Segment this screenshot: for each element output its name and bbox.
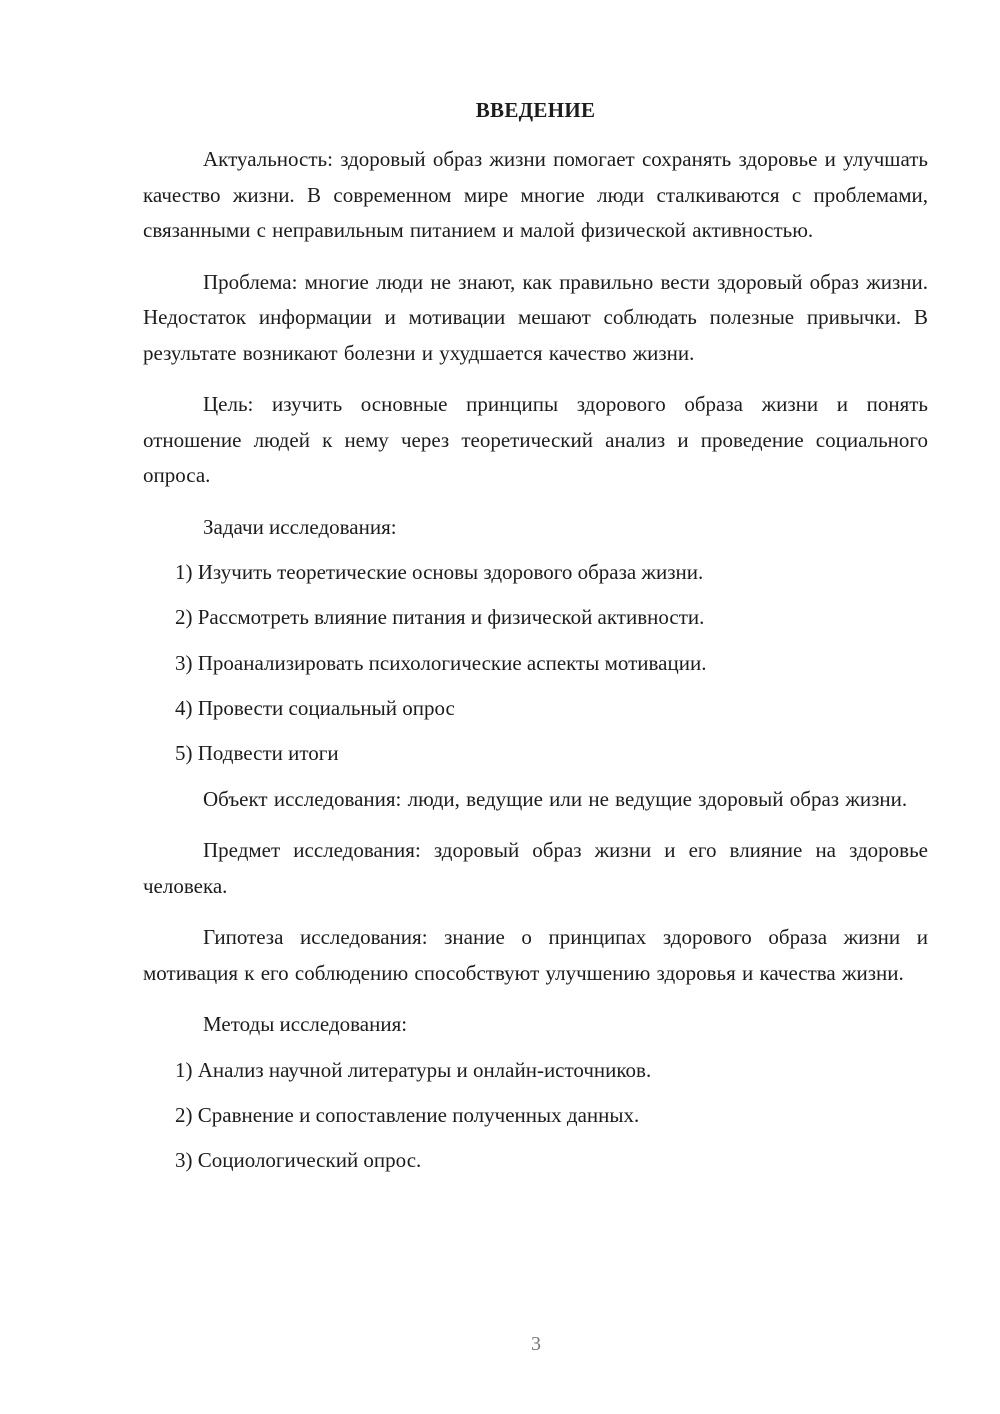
methods-heading: Методы исследования: [203,1012,408,1037]
object-paragraph: Объект исследования: люди, ведущие или не ведущие здоровый образ жизни. [203,786,908,811]
document-page [143,96,928,1189]
tasks-heading: Задачи исследования: [203,514,397,539]
hypothesis-paragraph: Гипотеза исследования: знание о принципах здорового образа жизни и мотивация к его соблюдению способствуют улучшению здоровья и качества жизни. [143,925,928,985]
problem-paragraph: Проблема: многие люди не знают, как правильно вести здоровый образ жизни. Недостаток информации и мотивации мешают соблюдать полезные привычки. В результате возникают болезни и ухудшается качество жизни. [143,269,928,365]
list-item: 5) Подвести итоги [175,741,339,766]
list-item: 2) Рассмотреть влияние питания и физической активности. [175,605,705,630]
tasks-list [143,555,928,772]
document-title: ВВЕДЕНИЕ [475,98,596,122]
list-item: 2) Сравнение и сопоставление полученных данных. [175,1102,640,1127]
page-number: 3 [531,1333,541,1355]
list-item: 1) Изучить теоретические основы здорового образа жизни. [175,560,704,584]
list-item: 3) Проанализировать психологические аспекты мотивации. [175,650,707,675]
list-item: 4) Провести социальный опрос [175,695,455,720]
methods-list [143,1053,928,1179]
list-item: 1) Анализ научной литературы и онлайн-источников. [175,1057,652,1082]
subject-paragraph: Предмет исследования: здоровый образ жизни и его влияние на здоровье человека. [143,838,928,898]
relevance-paragraph: Актуальность: здоровый образ жизни помогает сохранять здоровье и улучшать качество жизни. В современном мире многие люди сталкиваются с проблемами, связанными с неправильным питанием и малой физической активностью. [143,147,928,242]
list-item: 3) Социологический опрос. [175,1148,422,1173]
goal-paragraph: Цель: изучить основные принципы здорового образа жизни и понять отношение людей к нему через теоретический анализ и проведение социального опроса. [143,392,928,487]
